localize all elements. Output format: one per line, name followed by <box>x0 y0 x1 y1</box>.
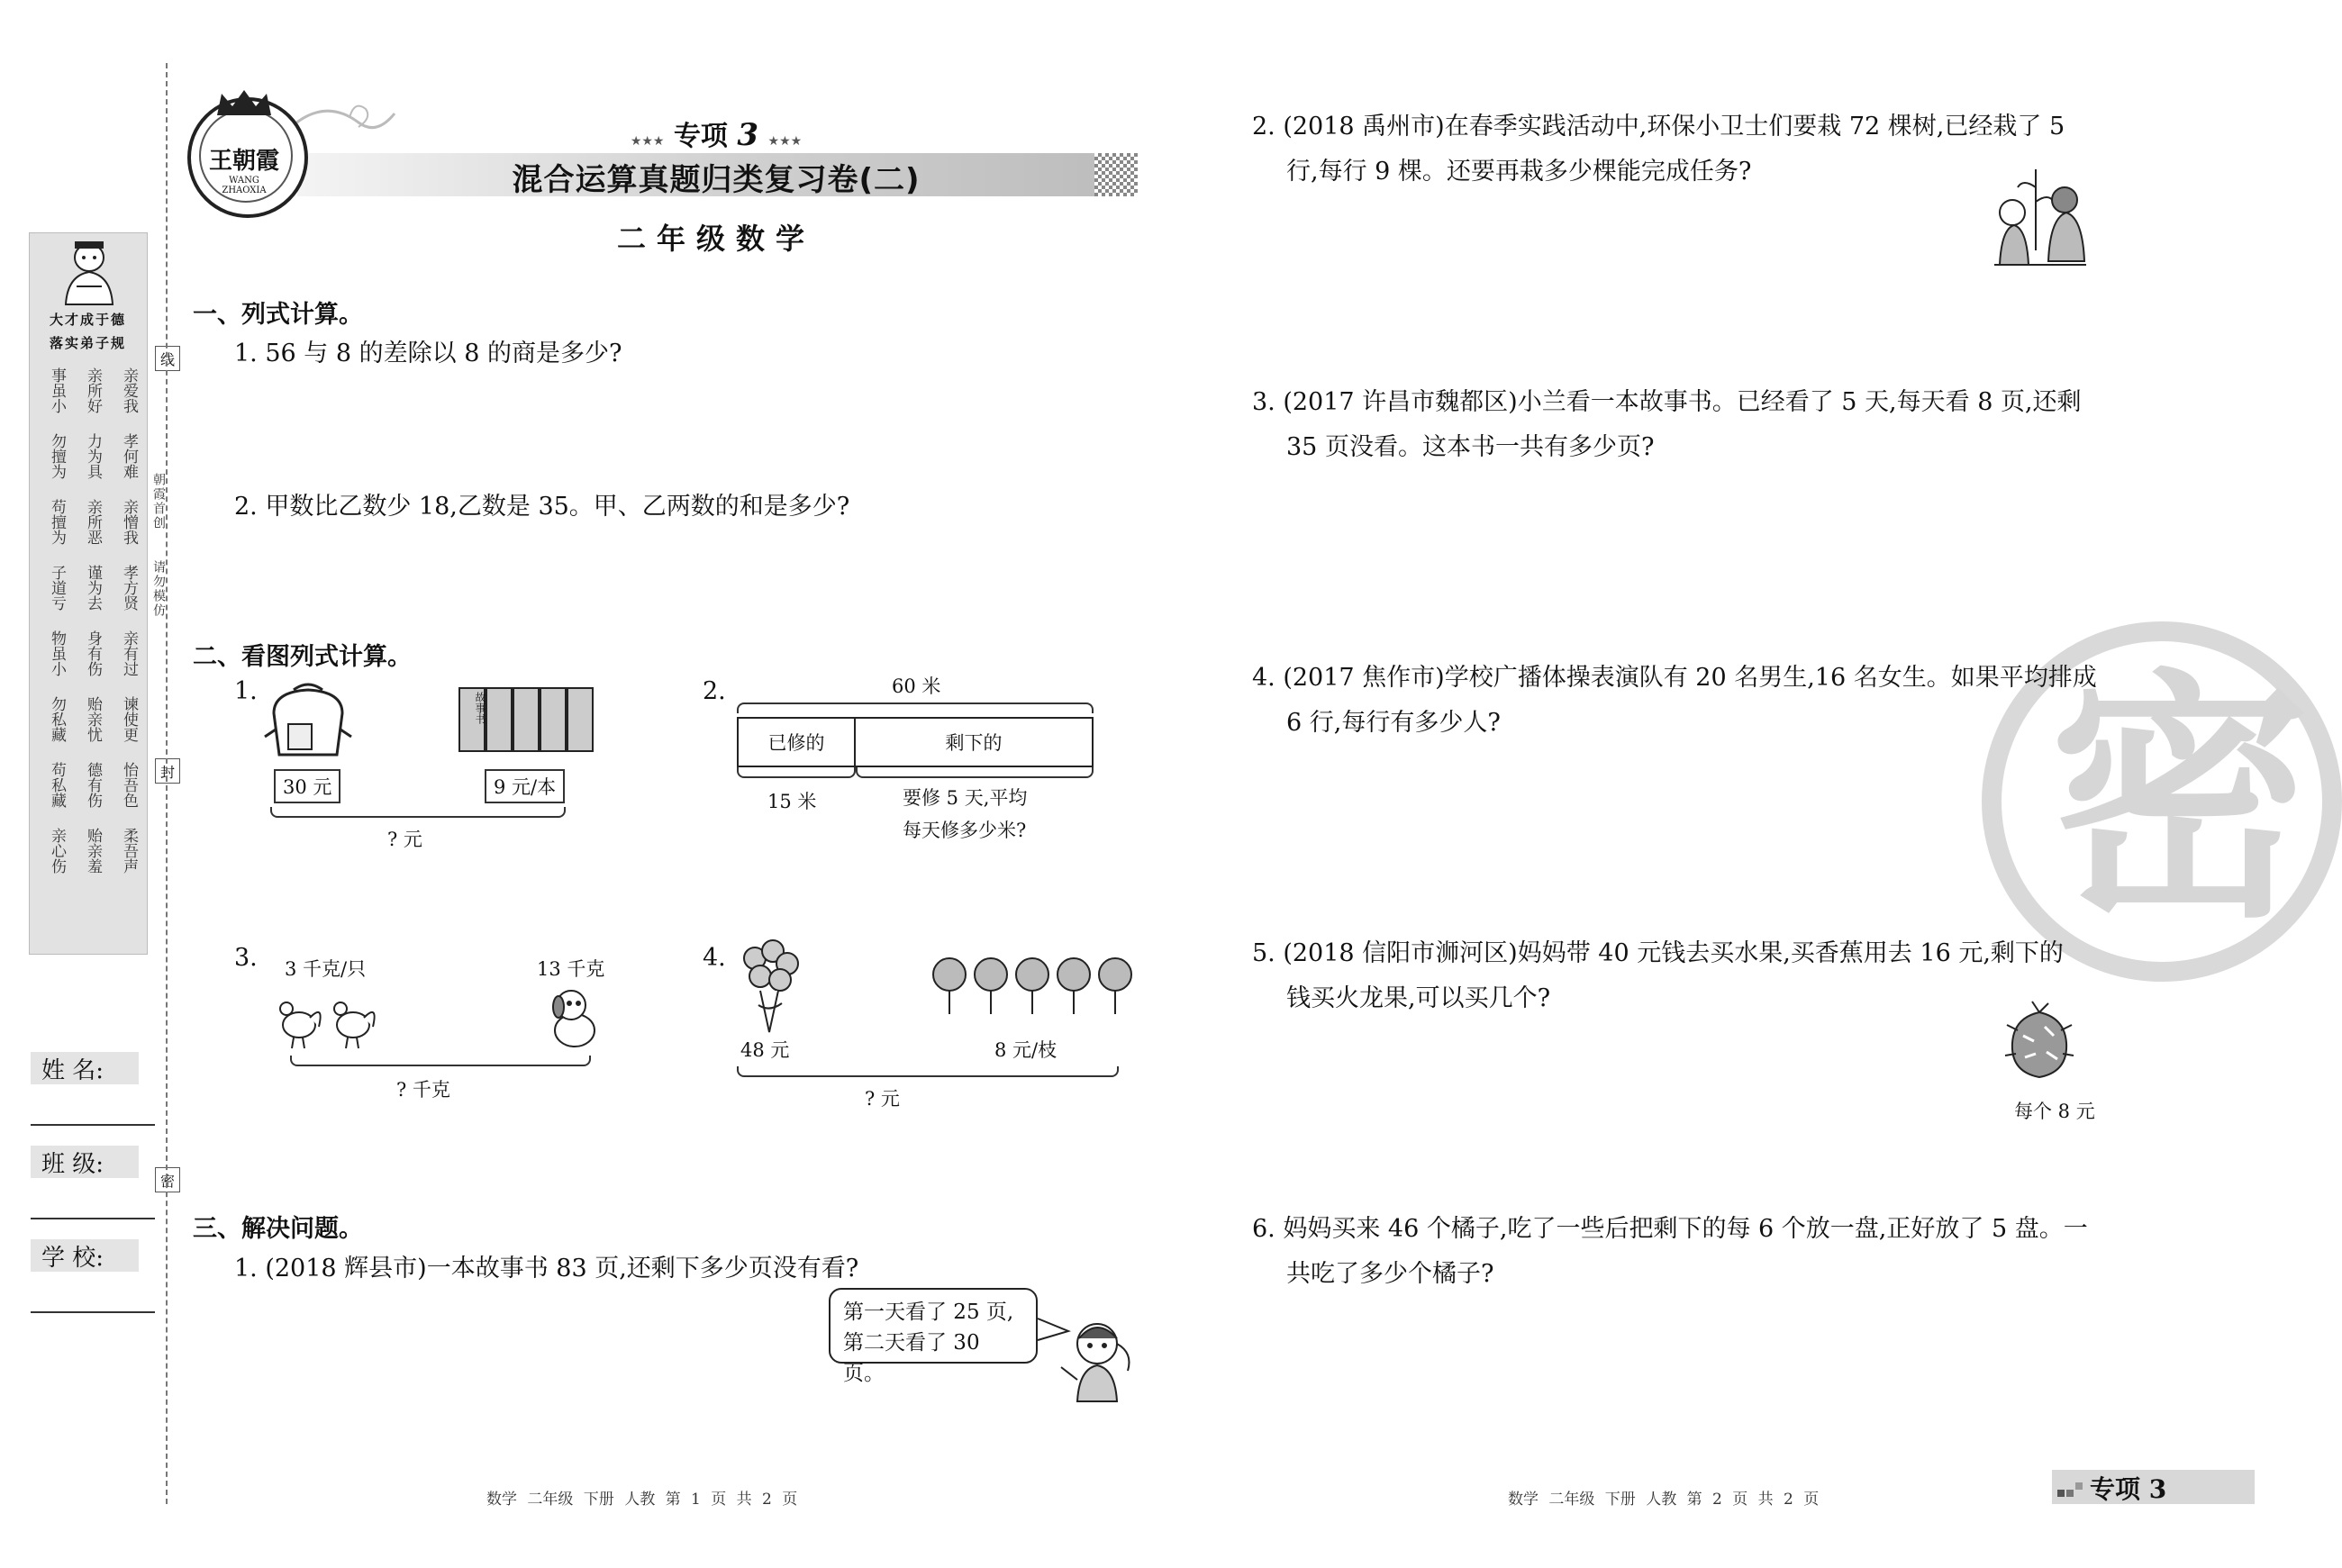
p2-rest-segment: 剩下的 <box>945 732 1003 754</box>
s3-question-4-line-1: 4. (2017 焦作市)学校广播体操表演队有 20 名男生,16 名女生。如果平均排成 <box>1252 664 2097 692</box>
dizigui-row <box>40 626 137 680</box>
dizigui-verse: 子道亏 <box>48 564 66 611</box>
dizigui-row <box>40 823 137 877</box>
footer-badge-label: 专项 3 <box>2090 1474 2167 1504</box>
p3-chicken-weight: 3 千克/只 <box>285 958 367 980</box>
series-label <box>613 113 820 153</box>
dizigui-verses <box>40 363 137 889</box>
dizigui-verse: 贻亲忧 <box>84 695 102 742</box>
p3-number: 3. <box>234 944 258 972</box>
s3-question-1: 1. (2018 辉县市)一本故事书 83 页,还剩下多少页没有看? <box>234 1255 859 1282</box>
dizigui-verse: 勿擅为 <box>48 432 66 479</box>
s3-question-4-line-2: 6 行,每行有多少人? <box>1286 709 1501 737</box>
p2-rest-brace <box>856 767 1094 778</box>
dizigui-row <box>40 692 137 746</box>
s3-question-6-line-1: 6. 妈妈买来 46 个橘子,吃了一些后把剩下的每 6 个放一盘,正好放了 5 盘。一 <box>1252 1215 2088 1243</box>
binding-note-1: 朝霞首创 <box>151 473 166 530</box>
scholar-portrait-icon <box>50 236 129 306</box>
dizigui-verse: 怡吾色 <box>120 761 138 808</box>
p1-book-price: 9 元/本 <box>485 769 565 803</box>
star-icon: ★★★ <box>630 134 665 149</box>
dizigui-verse: 柔吾声 <box>120 827 138 874</box>
s1-question-2: 2. 甲数比乙数少 18,乙数是 35。甲、乙两数的和是多少? <box>234 493 850 521</box>
footer-right: 数学 二年级 下册 人教 第 2 页 共 2 页 <box>1508 1491 1820 1509</box>
series-number: 3 <box>737 117 759 153</box>
p2-number: 2. <box>703 677 726 705</box>
dizigui-verse: 亲爱我 <box>120 367 138 413</box>
p3-brace <box>290 1056 591 1066</box>
s3-question-3-line-1: 3. (2017 许昌市魏都区)小兰看一本故事书。已经看了 5 天,每天看 8 页,还剩 <box>1252 388 2082 416</box>
motto-line-2: 落实弟子规 <box>49 335 126 351</box>
dizigui-verse: 身有伤 <box>84 630 102 676</box>
binding-mark-mi: 密 <box>155 1167 180 1192</box>
p2-done-segment: 已修的 <box>739 719 856 766</box>
p4-brace <box>737 1066 1119 1077</box>
class-label: 班 级: <box>31 1146 139 1178</box>
p3-question: ? 千克 <box>396 1079 450 1101</box>
s3-question-2-line-1: 2. (2018 禹州市)在春季实践活动中,环保小卫士们要栽 72 棵树,已经栽了 5 <box>1252 113 2065 140</box>
backpack-icon <box>261 683 355 758</box>
section-1-heading: 一、列式计算。 <box>193 301 363 329</box>
dizigui-row <box>40 757 137 811</box>
dizigui-verse: 谏使更 <box>120 695 138 742</box>
p4-question: ? 元 <box>865 1088 900 1110</box>
dizigui-verse: 孝方贤 <box>120 564 138 611</box>
dizigui-row <box>40 494 137 548</box>
p2-done-length: 15 米 <box>767 791 817 812</box>
dizigui-verse: 力为具 <box>84 432 102 479</box>
dizigui-row <box>40 363 137 417</box>
dizigui-row <box>40 560 137 614</box>
star-icon: ★★★ <box>767 134 803 149</box>
p4-flower-price: 8 元/枝 <box>994 1039 1058 1061</box>
p1-question: ? 元 <box>387 829 422 850</box>
p3-dog-weight: 13 千克 <box>537 958 605 980</box>
title-checker-pattern <box>1094 153 1138 196</box>
s3-q5-price: 每个 8 元 <box>2014 1101 2095 1122</box>
s1-question-1: 1. 56 与 8 的差除以 8 的商是多少? <box>234 340 622 367</box>
dizigui-verse: 亲所好 <box>84 367 102 413</box>
binding-mark-xian: 线 <box>155 346 180 371</box>
speech-bubble <box>829 1288 1038 1385</box>
p4-number: 4. <box>703 944 726 972</box>
watermark-char: 密 <box>2049 649 2310 953</box>
dizigui-verse: 苟私藏 <box>48 761 66 808</box>
s3-question-5-line-1: 5. (2018 信阳市浉河区)妈妈带 40 元钱去买水果,买香蕉用去 16 元,剩下的 <box>1252 939 2064 967</box>
binding-mark-feng: 封 <box>155 758 180 784</box>
p2-total-length: 60 米 <box>892 675 941 697</box>
dizigui-verse: 亲憎我 <box>120 498 138 545</box>
s3-question-2-line-2: 行,每行 9 棵。还要再栽多少棵能完成任务? <box>1286 158 1752 186</box>
motto-line-1: 大才成于德 <box>49 312 126 328</box>
page-subtitle: 二年级数学 <box>616 222 815 256</box>
crown-icon <box>213 86 276 117</box>
s3-question-5-line-2: 钱买火龙果,可以买几个? <box>1286 984 1551 1012</box>
p1-number: 1. <box>234 677 258 705</box>
name-label: 姓 名: <box>31 1052 139 1084</box>
series-prefix: 专项 <box>673 121 728 152</box>
dizigui-verse: 孝何难 <box>120 432 138 479</box>
p2-road-diagram <box>737 717 1094 767</box>
s3-question-3-line-2: 35 页没看。这本书一共有多少页? <box>1286 433 1655 461</box>
dizigui-verse: 德有伤 <box>84 761 102 808</box>
tree-planting-icon <box>1991 160 2090 268</box>
dragon-fruit-icon <box>2005 1000 2074 1081</box>
dizigui-verse: 苟擅为 <box>48 498 66 545</box>
class-field[interactable] <box>31 1218 155 1219</box>
logo-text: 王朝霞 <box>208 148 279 175</box>
school-label: 学 校: <box>31 1239 139 1272</box>
binding-note-2: 请勿模仿 <box>151 560 166 618</box>
logo-subtext: WANG ZHAOXIA <box>222 176 267 195</box>
p2-question-line-1: 要修 5 天,平均 <box>903 787 1028 809</box>
p2-top-brace <box>737 702 1094 713</box>
dizigui-verse: 勿私藏 <box>48 695 66 742</box>
speech-line-1: 第一天看了 25 页, <box>843 1301 1014 1324</box>
p1-brace <box>270 807 566 818</box>
section-3-heading: 三、解决问题。 <box>193 1215 363 1243</box>
section-2-heading: 二、看图列式计算。 <box>193 643 412 671</box>
dizigui-verse: 谨为去 <box>84 564 102 611</box>
s3-question-6-line-2: 共吃了多少个橘子? <box>1286 1260 1494 1288</box>
p4-bouquet-price: 48 元 <box>740 1039 790 1061</box>
p2-question-line-2: 每天修多少米? <box>903 820 1027 841</box>
dizigui-verse: 亲心伤 <box>48 827 66 874</box>
name-field[interactable] <box>31 1124 155 1126</box>
dog-icon <box>544 983 602 1052</box>
dizigui-verse: 贻亲羞 <box>84 827 102 874</box>
binding-dashed-line <box>166 63 168 1504</box>
roses-icon <box>928 953 1144 1016</box>
badge-squares-icon <box>2057 1479 2084 1500</box>
dizigui-verse: 物虽小 <box>48 630 66 676</box>
chicken-icon <box>274 994 386 1052</box>
girl-icon <box>1052 1317 1142 1403</box>
page-title: 混合运算真题归类复习卷(二) <box>512 162 921 198</box>
dizigui-verse: 亲所恶 <box>84 498 102 545</box>
school-field[interactable] <box>31 1311 155 1313</box>
speech-line-2: 第二天看了 30 页。 <box>843 1331 980 1385</box>
dizigui-verse: 事虽小 <box>48 367 66 413</box>
bouquet-icon <box>733 938 805 1034</box>
p1-bag-price: 30 元 <box>274 769 340 803</box>
dizigui-row <box>40 429 137 483</box>
dizigui-verse: 亲有过 <box>120 630 138 676</box>
book-label: 故事书 <box>474 692 486 724</box>
p2-done-brace <box>737 767 856 778</box>
footer-left: 数学 二年级 下册 人教 第 1 页 共 2 页 <box>486 1491 798 1509</box>
